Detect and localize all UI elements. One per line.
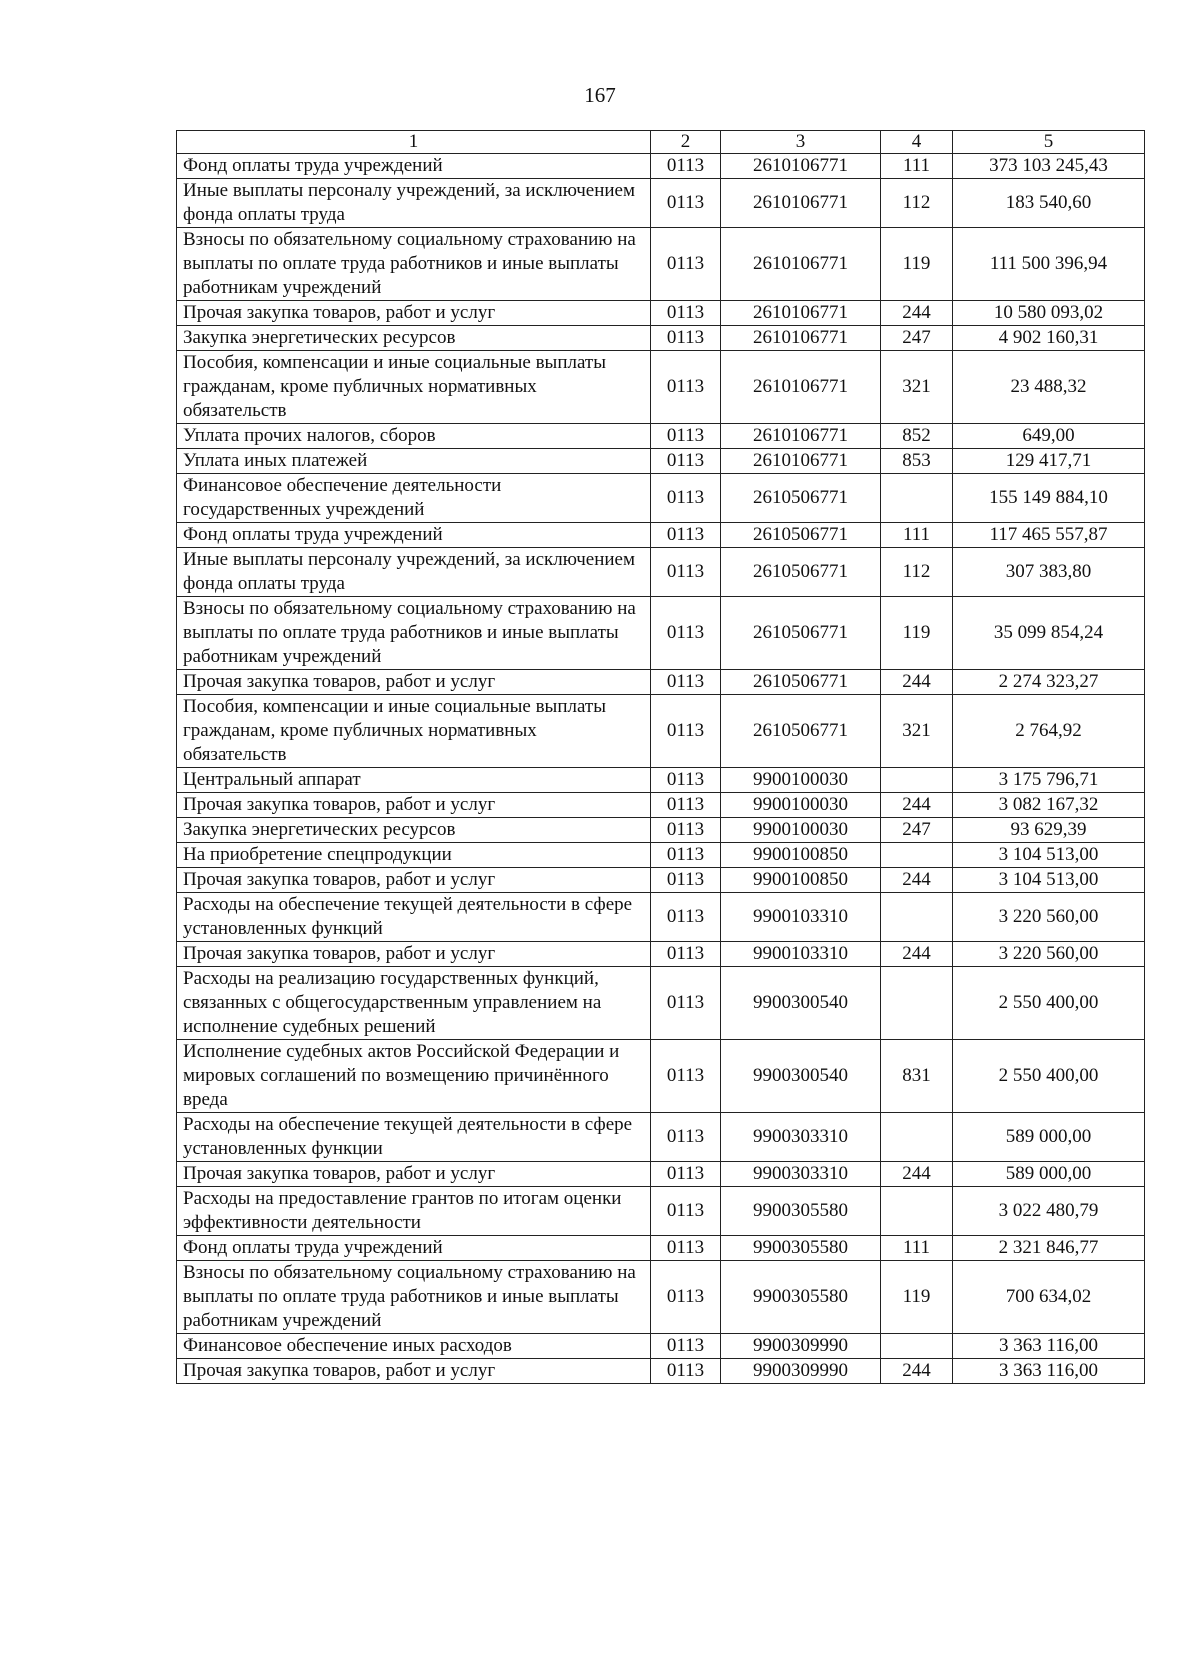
header-cell-type: 4 [881,131,953,154]
cell-sum: 3 220 560,00 [953,893,1145,942]
table-row [177,351,1145,424]
cell-section: 0113 [651,1113,721,1162]
cell-name: Финансовое обеспечение иных расходов [177,1334,651,1359]
cell-code: 9900100030 [721,768,881,793]
table-row [177,793,1145,818]
cell-code: 9900100850 [721,868,881,893]
cell-name: Закупка энергетических ресурсов [177,818,651,843]
cell-type: 321 [881,351,953,424]
cell-name: Расходы на обеспечение текущей деятельности в сфере установленных функции [177,1113,651,1162]
cell-code: 9900300540 [721,967,881,1040]
cell-name: Фонд оплаты труда учреждений [177,154,651,179]
cell-sum: 3 363 116,00 [953,1334,1145,1359]
cell-sum: 3 104 513,00 [953,843,1145,868]
cell-sum: 10 580 093,02 [953,301,1145,326]
cell-section: 0113 [651,695,721,768]
cell-code: 9900103310 [721,893,881,942]
cell-section: 0113 [651,768,721,793]
cell-code: 2610506771 [721,523,881,548]
cell-code: 9900305580 [721,1236,881,1261]
cell-name: Пособия, компенсации и иные социальные выплаты гражданам, кроме публичных нормативных обязательств [177,695,651,768]
cell-section: 0113 [651,942,721,967]
cell-type: 853 [881,449,953,474]
table-row [177,597,1145,670]
cell-type [881,1187,953,1236]
table-row [177,893,1145,942]
cell-sum: 307 383,80 [953,548,1145,597]
cell-type: 247 [881,326,953,351]
table-row [177,474,1145,523]
cell-section: 0113 [651,893,721,942]
cell-section: 0113 [651,1236,721,1261]
header-row [177,131,1145,154]
table-row [177,1261,1145,1334]
cell-code: 2610506771 [721,597,881,670]
cell-type: 321 [881,695,953,768]
cell-section: 0113 [651,301,721,326]
cell-type: 119 [881,1261,953,1334]
cell-name: Исполнение судебных актов Российской Федерации и мировых соглашений по возмещению причинённого вреда [177,1040,651,1113]
table-row [177,1040,1145,1113]
cell-sum: 589 000,00 [953,1113,1145,1162]
cell-code: 9900103310 [721,942,881,967]
cell-section: 0113 [651,1261,721,1334]
cell-name: Центральный аппарат [177,768,651,793]
table-row [177,326,1145,351]
cell-code: 9900100850 [721,843,881,868]
cell-sum: 700 634,02 [953,1261,1145,1334]
cell-code: 9900309990 [721,1359,881,1384]
table-row [177,179,1145,228]
cell-type: 119 [881,597,953,670]
cell-name: Взносы по обязательному социальному страхованию на выплаты по оплате труда работников и иные выплаты работникам учреждений [177,1261,651,1334]
cell-type [881,893,953,942]
cell-type [881,843,953,868]
cell-sum: 3 104 513,00 [953,868,1145,893]
table-row [177,670,1145,695]
cell-code: 2610506771 [721,474,881,523]
cell-name: Прочая закупка товаров, работ и услуг [177,793,651,818]
header-cell-name: 1 [177,131,651,154]
cell-name: Прочая закупка товаров, работ и услуг [177,868,651,893]
cell-code: 2610106771 [721,154,881,179]
cell-section: 0113 [651,818,721,843]
cell-type [881,1113,953,1162]
table-row [177,1236,1145,1261]
cell-type [881,474,953,523]
table-row [177,523,1145,548]
table-row [177,942,1145,967]
cell-code: 2610506771 [721,695,881,768]
header-cell-code: 3 [721,131,881,154]
cell-type: 111 [881,154,953,179]
cell-code: 9900100030 [721,793,881,818]
cell-section: 0113 [651,1162,721,1187]
budget-table-body [177,131,1145,1384]
cell-type: 119 [881,228,953,301]
cell-sum: 649,00 [953,424,1145,449]
cell-section: 0113 [651,843,721,868]
cell-name: Финансовое обеспечение деятельности государственных учреждений [177,474,651,523]
cell-sum: 373 103 245,43 [953,154,1145,179]
cell-type: 111 [881,1236,953,1261]
cell-code: 9900305580 [721,1187,881,1236]
cell-code: 2610106771 [721,424,881,449]
table-row [177,154,1145,179]
cell-sum: 2 764,92 [953,695,1145,768]
cell-name: Закупка энергетических ресурсов [177,326,651,351]
cell-sum: 23 488,32 [953,351,1145,424]
table-row [177,301,1145,326]
cell-section: 0113 [651,967,721,1040]
cell-type: 244 [881,670,953,695]
table-row [177,1187,1145,1236]
cell-section: 0113 [651,424,721,449]
table-row [177,768,1145,793]
table-row [177,449,1145,474]
cell-section: 0113 [651,548,721,597]
cell-code: 9900303310 [721,1162,881,1187]
cell-type: 852 [881,424,953,449]
cell-sum: 93 629,39 [953,818,1145,843]
cell-section: 0113 [651,793,721,818]
cell-name: Прочая закупка товаров, работ и услуг [177,942,651,967]
budget-table [176,130,1145,1384]
table-row [177,1113,1145,1162]
cell-section: 0113 [651,474,721,523]
cell-section: 0113 [651,1040,721,1113]
cell-name: Расходы на обеспечение текущей деятельности в сфере установленных функций [177,893,651,942]
cell-name: Прочая закупка товаров, работ и услуг [177,1162,651,1187]
cell-name: Иные выплаты персоналу учреждений, за исключением фонда оплаты труда [177,548,651,597]
cell-sum: 111 500 396,94 [953,228,1145,301]
cell-sum: 3 363 116,00 [953,1359,1145,1384]
cell-code: 9900300540 [721,1040,881,1113]
cell-section: 0113 [651,523,721,548]
cell-section: 0113 [651,351,721,424]
cell-name: Пособия, компенсации и иные социальные выплаты гражданам, кроме публичных нормативных обязательств [177,351,651,424]
cell-sum: 3 220 560,00 [953,942,1145,967]
cell-sum: 117 465 557,87 [953,523,1145,548]
cell-type: 244 [881,793,953,818]
cell-type: 247 [881,818,953,843]
cell-section: 0113 [651,1334,721,1359]
cell-section: 0113 [651,1359,721,1384]
cell-type: 244 [881,868,953,893]
cell-section: 0113 [651,1187,721,1236]
cell-code: 2610506771 [721,670,881,695]
cell-section: 0113 [651,228,721,301]
cell-type: 244 [881,301,953,326]
cell-sum: 2 550 400,00 [953,1040,1145,1113]
cell-section: 0113 [651,868,721,893]
table-row [177,548,1145,597]
cell-name: На приобретение спецпродукции [177,843,651,868]
table-row [177,424,1145,449]
table-row [177,695,1145,768]
cell-code: 2610106771 [721,326,881,351]
table-row [177,868,1145,893]
table-row [177,967,1145,1040]
cell-name: Иные выплаты персоналу учреждений, за исключением фонда оплаты труда [177,179,651,228]
cell-name: Уплата иных платежей [177,449,651,474]
cell-type: 244 [881,1162,953,1187]
cell-sum: 3 082 167,32 [953,793,1145,818]
cell-type: 244 [881,942,953,967]
cell-code: 2610506771 [721,548,881,597]
table-row [177,1162,1145,1187]
cell-sum: 35 099 854,24 [953,597,1145,670]
header-cell-section: 2 [651,131,721,154]
cell-type: 831 [881,1040,953,1113]
cell-name: Взносы по обязательному социальному страхованию на выплаты по оплате труда работников и иные выплаты работникам учреждений [177,228,651,301]
cell-code: 2610106771 [721,351,881,424]
header-cell-sum: 5 [953,131,1145,154]
table-row [177,843,1145,868]
cell-type [881,768,953,793]
cell-code: 9900303310 [721,1113,881,1162]
cell-sum: 3 022 480,79 [953,1187,1145,1236]
table-row [177,1334,1145,1359]
cell-code: 2610106771 [721,449,881,474]
cell-code: 9900309990 [721,1334,881,1359]
cell-sum: 4 902 160,31 [953,326,1145,351]
cell-section: 0113 [651,449,721,474]
cell-name: Уплата прочих налогов, сборов [177,424,651,449]
cell-sum: 183 540,60 [953,179,1145,228]
cell-sum: 2 321 846,77 [953,1236,1145,1261]
table-row [177,1359,1145,1384]
cell-code: 2610106771 [721,301,881,326]
table-row [177,818,1145,843]
cell-name: Расходы на предоставление грантов по итогам оценки эффективности деятельности [177,1187,651,1236]
cell-code: 9900100030 [721,818,881,843]
cell-type: 244 [881,1359,953,1384]
cell-code: 9900305580 [721,1261,881,1334]
cell-sum: 2 274 323,27 [953,670,1145,695]
cell-sum: 2 550 400,00 [953,967,1145,1040]
cell-name: Расходы на реализацию государственных функций, связанных с общегосударственным управлением на исполнение судебных решений [177,967,651,1040]
cell-sum: 589 000,00 [953,1162,1145,1187]
cell-type: 112 [881,548,953,597]
cell-name: Прочая закупка товаров, работ и услуг [177,301,651,326]
cell-type [881,967,953,1040]
cell-type [881,1334,953,1359]
cell-type: 112 [881,179,953,228]
page-number: 167 [584,83,616,107]
cell-name: Прочая закупка товаров, работ и услуг [177,1359,651,1384]
cell-sum: 155 149 884,10 [953,474,1145,523]
cell-sum: 129 417,71 [953,449,1145,474]
cell-name: Прочая закупка товаров, работ и услуг [177,670,651,695]
cell-section: 0113 [651,326,721,351]
cell-section: 0113 [651,670,721,695]
cell-section: 0113 [651,154,721,179]
cell-type: 111 [881,523,953,548]
cell-code: 2610106771 [721,228,881,301]
cell-code: 2610106771 [721,179,881,228]
cell-section: 0113 [651,179,721,228]
cell-name: Взносы по обязательному социальному страхованию на выплаты по оплате труда работников и иные выплаты работникам учреждений [177,597,651,670]
cell-name: Фонд оплаты труда учреждений [177,1236,651,1261]
cell-name: Фонд оплаты труда учреждений [177,523,651,548]
cell-sum: 3 175 796,71 [953,768,1145,793]
table-row [177,228,1145,301]
cell-section: 0113 [651,597,721,670]
